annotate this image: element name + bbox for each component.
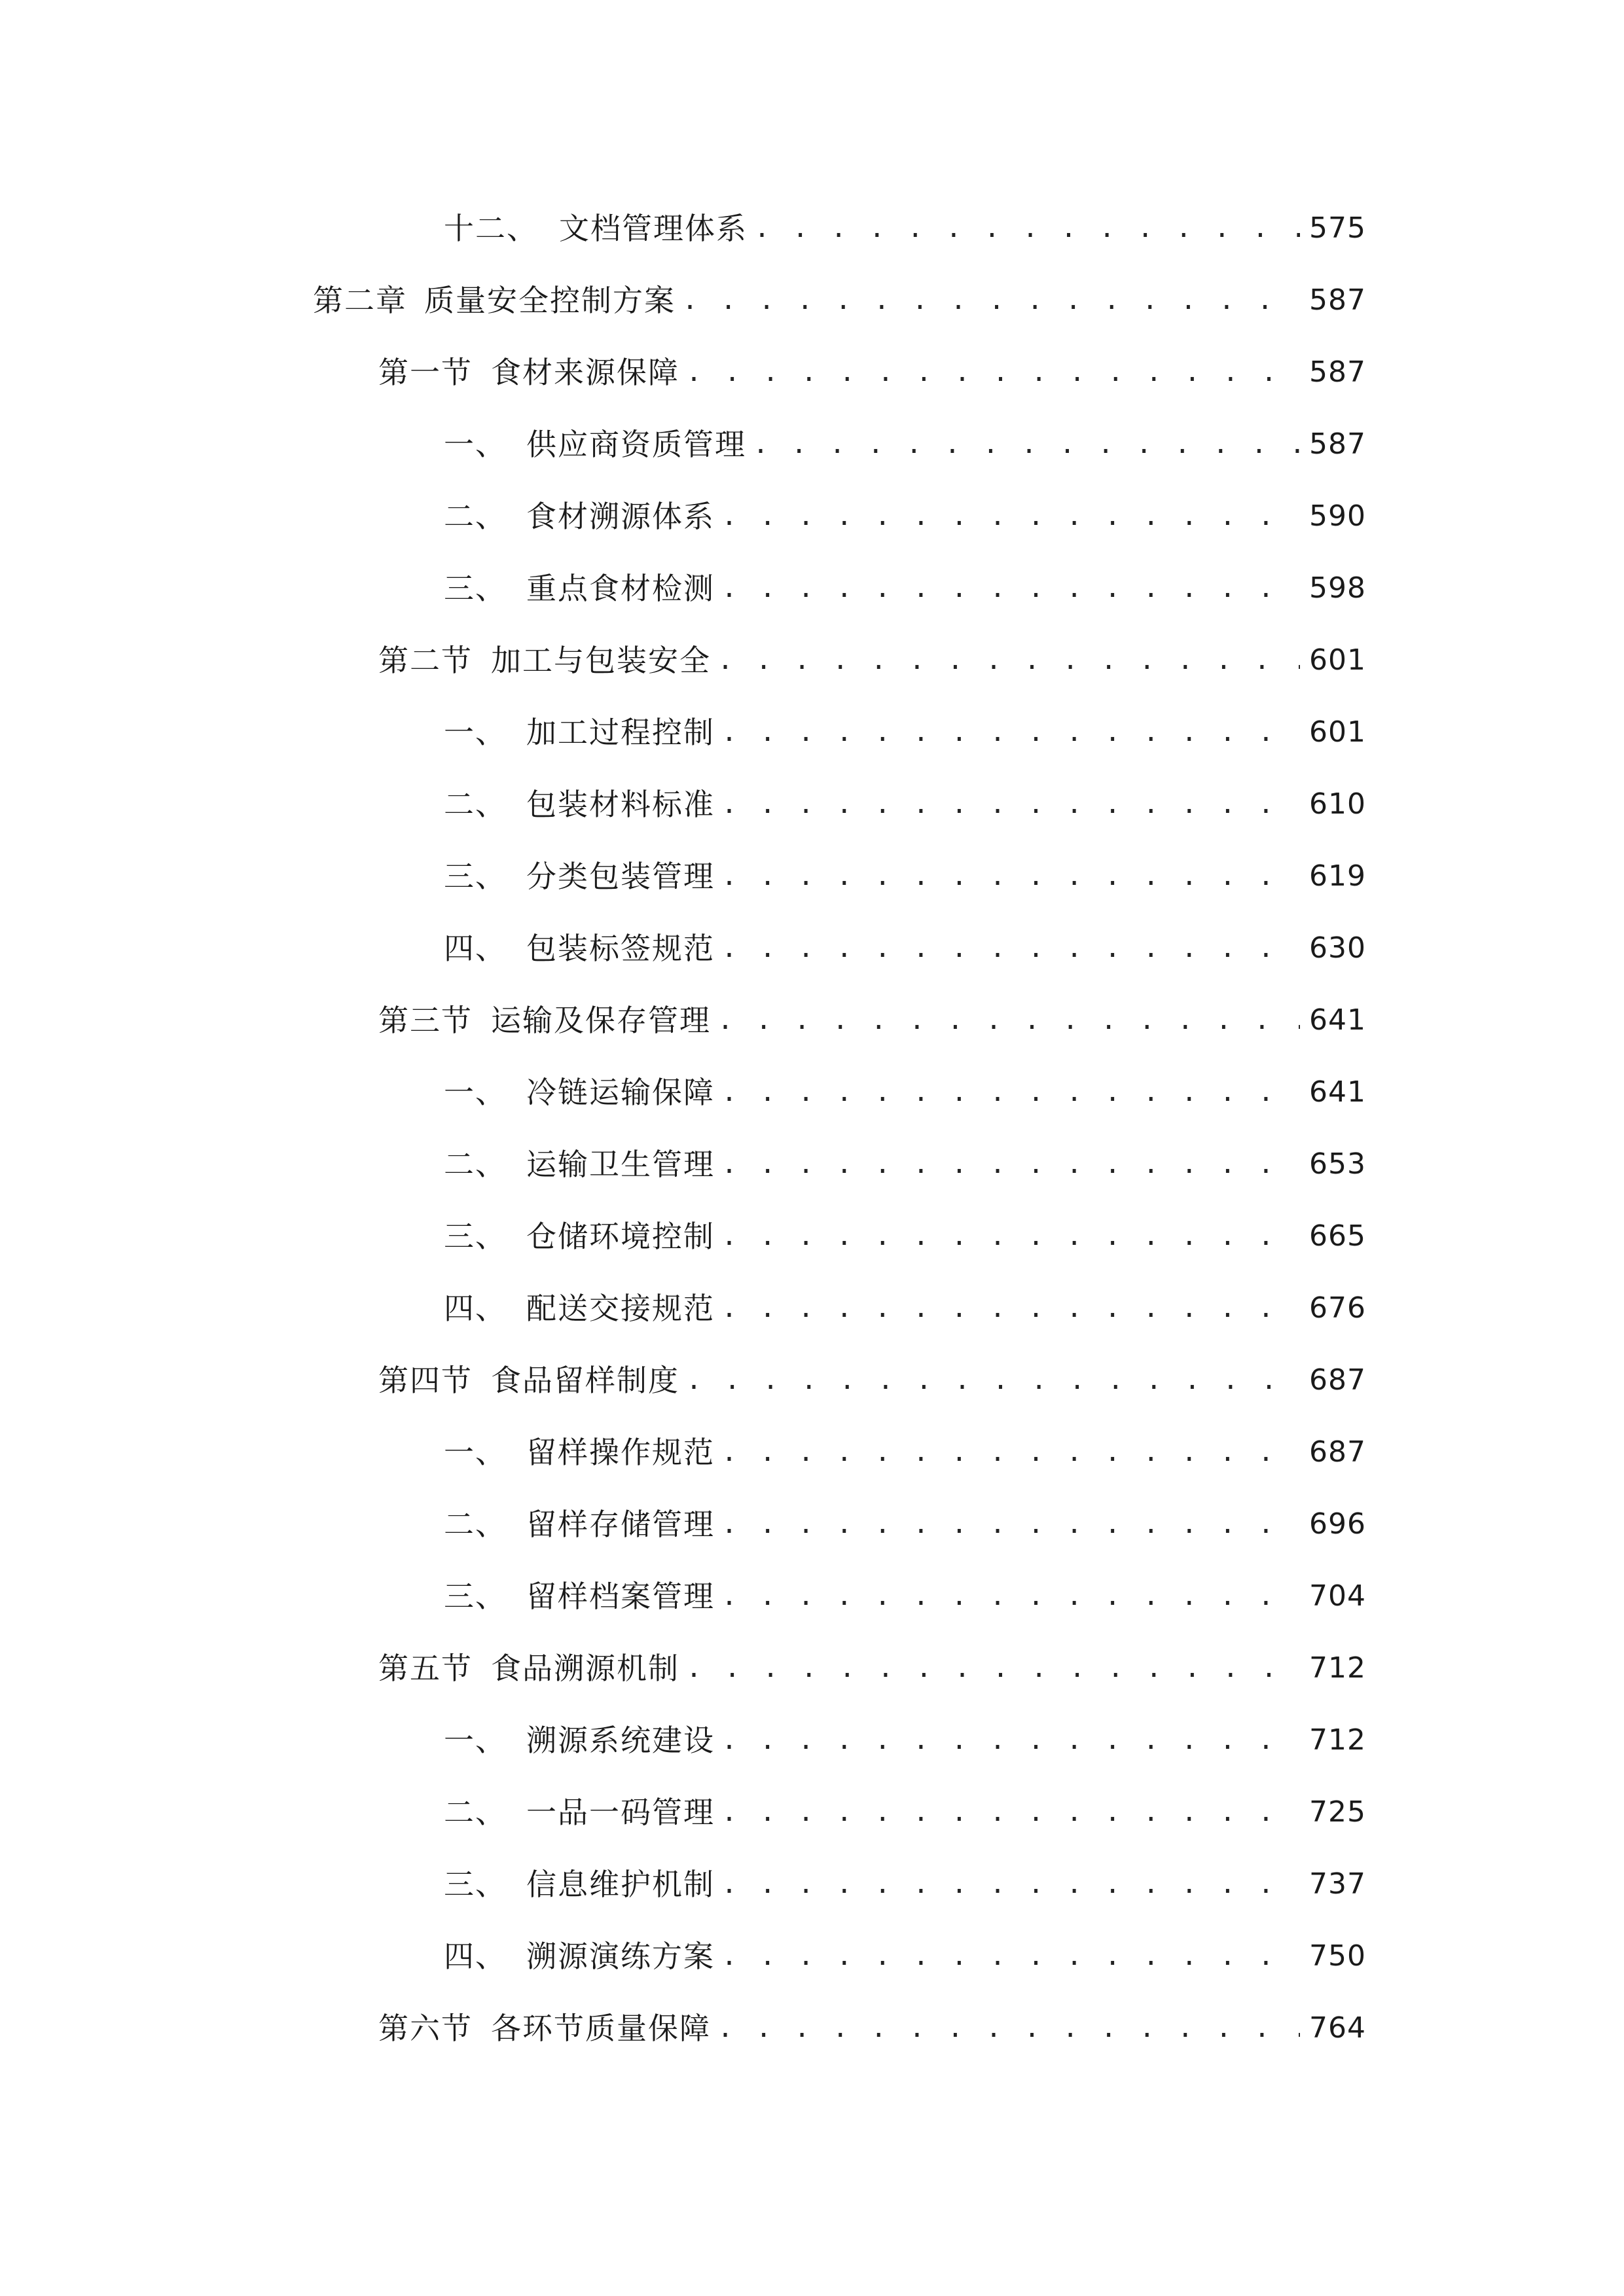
toc-entry-number: 一、 xyxy=(444,715,507,750)
toc-entry-number: 第二章 xyxy=(313,283,407,318)
dot-leader xyxy=(682,264,1300,336)
toc-entry-title: 一品一码管理 xyxy=(526,1795,715,1830)
dot-leader xyxy=(721,1416,1300,1488)
toc-entry-title: 重点食材检测 xyxy=(526,571,715,606)
toc-entry-number: 二、 xyxy=(444,787,507,822)
toc-entry-page: 750 xyxy=(1309,1939,1366,1973)
toc-entry-page: 601 xyxy=(1309,715,1366,749)
toc-entry-page: 665 xyxy=(1309,1219,1366,1253)
dot-leader xyxy=(686,1344,1300,1416)
dot-leader xyxy=(721,768,1300,840)
toc-entry-number: 二、 xyxy=(444,1795,507,1830)
dot-leader xyxy=(721,1704,1300,1776)
toc-entry-page: 676 xyxy=(1309,1291,1366,1325)
dot-leader xyxy=(721,1488,1300,1560)
dot-leader xyxy=(721,1848,1300,1920)
toc-entry-number: 四、 xyxy=(444,1939,507,1974)
toc-entry-number: 第三节 xyxy=(378,1003,473,1038)
toc-section[interactable] xyxy=(378,624,1365,696)
toc-entry-page: 696 xyxy=(1309,1507,1366,1541)
toc-entry-number: 四、 xyxy=(444,931,507,966)
toc-entry-title: 运输及保存管理 xyxy=(491,1003,711,1038)
toc-entry-page: 587 xyxy=(1309,283,1366,317)
toc-entry[interactable] xyxy=(444,696,1365,768)
toc-entry-number: 十二、 xyxy=(444,211,538,246)
toc-entry[interactable] xyxy=(444,1128,1365,1200)
toc-section[interactable] xyxy=(378,984,1365,1056)
toc-entry[interactable] xyxy=(444,192,1365,264)
toc-entry-title: 溯源系统建设 xyxy=(526,1723,715,1758)
toc-entry-number: 三、 xyxy=(444,1219,507,1254)
toc-entry-number: 二、 xyxy=(444,1507,507,1542)
toc-entry[interactable] xyxy=(444,552,1365,624)
toc-entry-number: 第五节 xyxy=(378,1651,473,1686)
toc-entry-number: 四、 xyxy=(444,1291,507,1326)
toc-entry[interactable] xyxy=(444,1056,1365,1128)
toc-entry-title: 留样档案管理 xyxy=(526,1579,715,1614)
toc-entry-title: 质量安全控制方案 xyxy=(424,283,676,318)
toc-entry-page: 601 xyxy=(1309,643,1366,677)
dot-leader xyxy=(721,1272,1300,1344)
toc-chapter[interactable] xyxy=(313,264,1365,336)
toc-entry-page: 687 xyxy=(1309,1363,1366,1397)
dot-leader xyxy=(717,1992,1300,2064)
toc-entry[interactable] xyxy=(444,1416,1365,1488)
dot-leader xyxy=(721,696,1300,768)
toc-entry-title: 供应商资质管理 xyxy=(526,427,746,462)
toc-entry-title: 食品溯源机制 xyxy=(491,1651,679,1686)
toc-entry-page: 610 xyxy=(1309,787,1366,821)
toc-entry-number: 一、 xyxy=(444,1723,507,1758)
toc-entry[interactable] xyxy=(444,840,1365,912)
toc-entry-number: 第二节 xyxy=(378,643,473,678)
toc-entry-number: 三、 xyxy=(444,571,507,606)
dot-leader xyxy=(721,552,1300,624)
toc-entry-page: 687 xyxy=(1309,1435,1366,1469)
dot-leader xyxy=(686,1632,1300,1704)
toc-entry[interactable] xyxy=(444,1704,1365,1776)
toc-entry-number: 三、 xyxy=(444,859,507,894)
toc-entry[interactable] xyxy=(444,912,1365,984)
toc-entry-title: 文档管理体系 xyxy=(559,211,748,246)
toc-entry-page: 575 xyxy=(1309,211,1366,245)
toc-entry-title: 分类包装管理 xyxy=(526,859,715,894)
toc-entry-title: 食材溯源体系 xyxy=(526,499,715,534)
toc-entry-page: 712 xyxy=(1309,1723,1366,1757)
toc-entry-number: 一、 xyxy=(444,1075,507,1110)
toc-entry-page: 587 xyxy=(1309,355,1366,389)
dot-leader xyxy=(721,1056,1300,1128)
dot-leader xyxy=(754,192,1300,264)
toc-entry-page: 587 xyxy=(1309,427,1366,461)
toc-entry-number: 第六节 xyxy=(378,2011,473,2046)
toc-entry-title: 加工与包装安全 xyxy=(491,643,711,678)
dot-leader xyxy=(721,1920,1300,1992)
toc-entry[interactable] xyxy=(444,1848,1365,1920)
dot-leader xyxy=(717,624,1300,696)
toc-entry-title: 溯源演练方案 xyxy=(526,1939,715,1974)
toc-entry-page: 737 xyxy=(1309,1867,1366,1901)
toc-entry[interactable] xyxy=(444,408,1365,480)
toc-entry-number: 一、 xyxy=(444,427,507,462)
toc-entry-number: 二、 xyxy=(444,499,507,534)
toc-entry-number: 三、 xyxy=(444,1579,507,1614)
toc-entry[interactable] xyxy=(444,1200,1365,1272)
dot-leader xyxy=(721,1128,1300,1200)
toc-entry-title: 包装材料标准 xyxy=(526,787,715,822)
dot-leader xyxy=(717,984,1300,1056)
dot-leader xyxy=(721,1200,1300,1272)
toc-entry[interactable] xyxy=(444,1920,1365,1992)
toc-entry[interactable] xyxy=(444,1488,1365,1560)
toc-entry-title: 各环节质量保障 xyxy=(491,2011,711,2046)
toc-entry[interactable] xyxy=(444,480,1365,552)
toc-entry-page: 641 xyxy=(1309,1003,1366,1037)
dot-leader xyxy=(686,336,1300,408)
toc-entry[interactable] xyxy=(444,1272,1365,1344)
toc-entry-number: 二、 xyxy=(444,1147,507,1182)
toc-entry-title: 冷链运输保障 xyxy=(526,1075,715,1110)
toc-entry[interactable] xyxy=(444,1776,1365,1848)
toc-entry-page: 653 xyxy=(1309,1147,1366,1181)
toc-section[interactable] xyxy=(378,336,1365,408)
toc-entry-title: 包装标签规范 xyxy=(526,931,715,966)
dot-leader xyxy=(753,408,1300,480)
toc-entry-page: 619 xyxy=(1309,859,1366,893)
toc-section[interactable] xyxy=(378,1992,1365,2064)
toc-entry-page: 598 xyxy=(1309,571,1366,605)
toc-entry-title: 留样存储管理 xyxy=(526,1507,715,1542)
toc-entry-page: 641 xyxy=(1309,1075,1366,1109)
toc-entry-page: 712 xyxy=(1309,1651,1366,1685)
toc-entry-page: 704 xyxy=(1309,1579,1366,1613)
toc-section[interactable] xyxy=(378,1344,1365,1416)
toc-entry-title: 加工过程控制 xyxy=(526,715,715,750)
toc-entry-number: 第四节 xyxy=(378,1363,473,1398)
toc-entry-title: 仓储环境控制 xyxy=(526,1219,715,1254)
dot-leader xyxy=(721,912,1300,984)
toc-entry[interactable] xyxy=(444,768,1365,840)
toc-entry-number: 第一节 xyxy=(378,355,473,390)
toc-entry-number: 一、 xyxy=(444,1435,507,1470)
toc-entry-page: 725 xyxy=(1309,1795,1366,1829)
dot-leader xyxy=(721,480,1300,552)
toc-entry-page: 764 xyxy=(1309,2011,1366,2045)
dot-leader xyxy=(721,1560,1300,1632)
toc-entry-number: 三、 xyxy=(444,1867,507,1902)
toc-section[interactable] xyxy=(378,1632,1365,1704)
toc-entry-title: 信息维护机制 xyxy=(526,1867,715,1902)
toc-entry-page: 590 xyxy=(1309,499,1366,533)
toc-entry-title: 运输卫生管理 xyxy=(526,1147,715,1182)
dot-leader xyxy=(721,840,1300,912)
toc-entry-title: 食材来源保障 xyxy=(491,355,679,390)
toc-entry-title: 配送交接规范 xyxy=(526,1291,715,1326)
toc-entry[interactable] xyxy=(444,1560,1365,1632)
toc-entry-page: 630 xyxy=(1309,931,1366,965)
dot-leader xyxy=(721,1776,1300,1848)
toc-entry-title: 留样操作规范 xyxy=(526,1435,715,1470)
toc-entry-title: 食品留样制度 xyxy=(491,1363,679,1398)
